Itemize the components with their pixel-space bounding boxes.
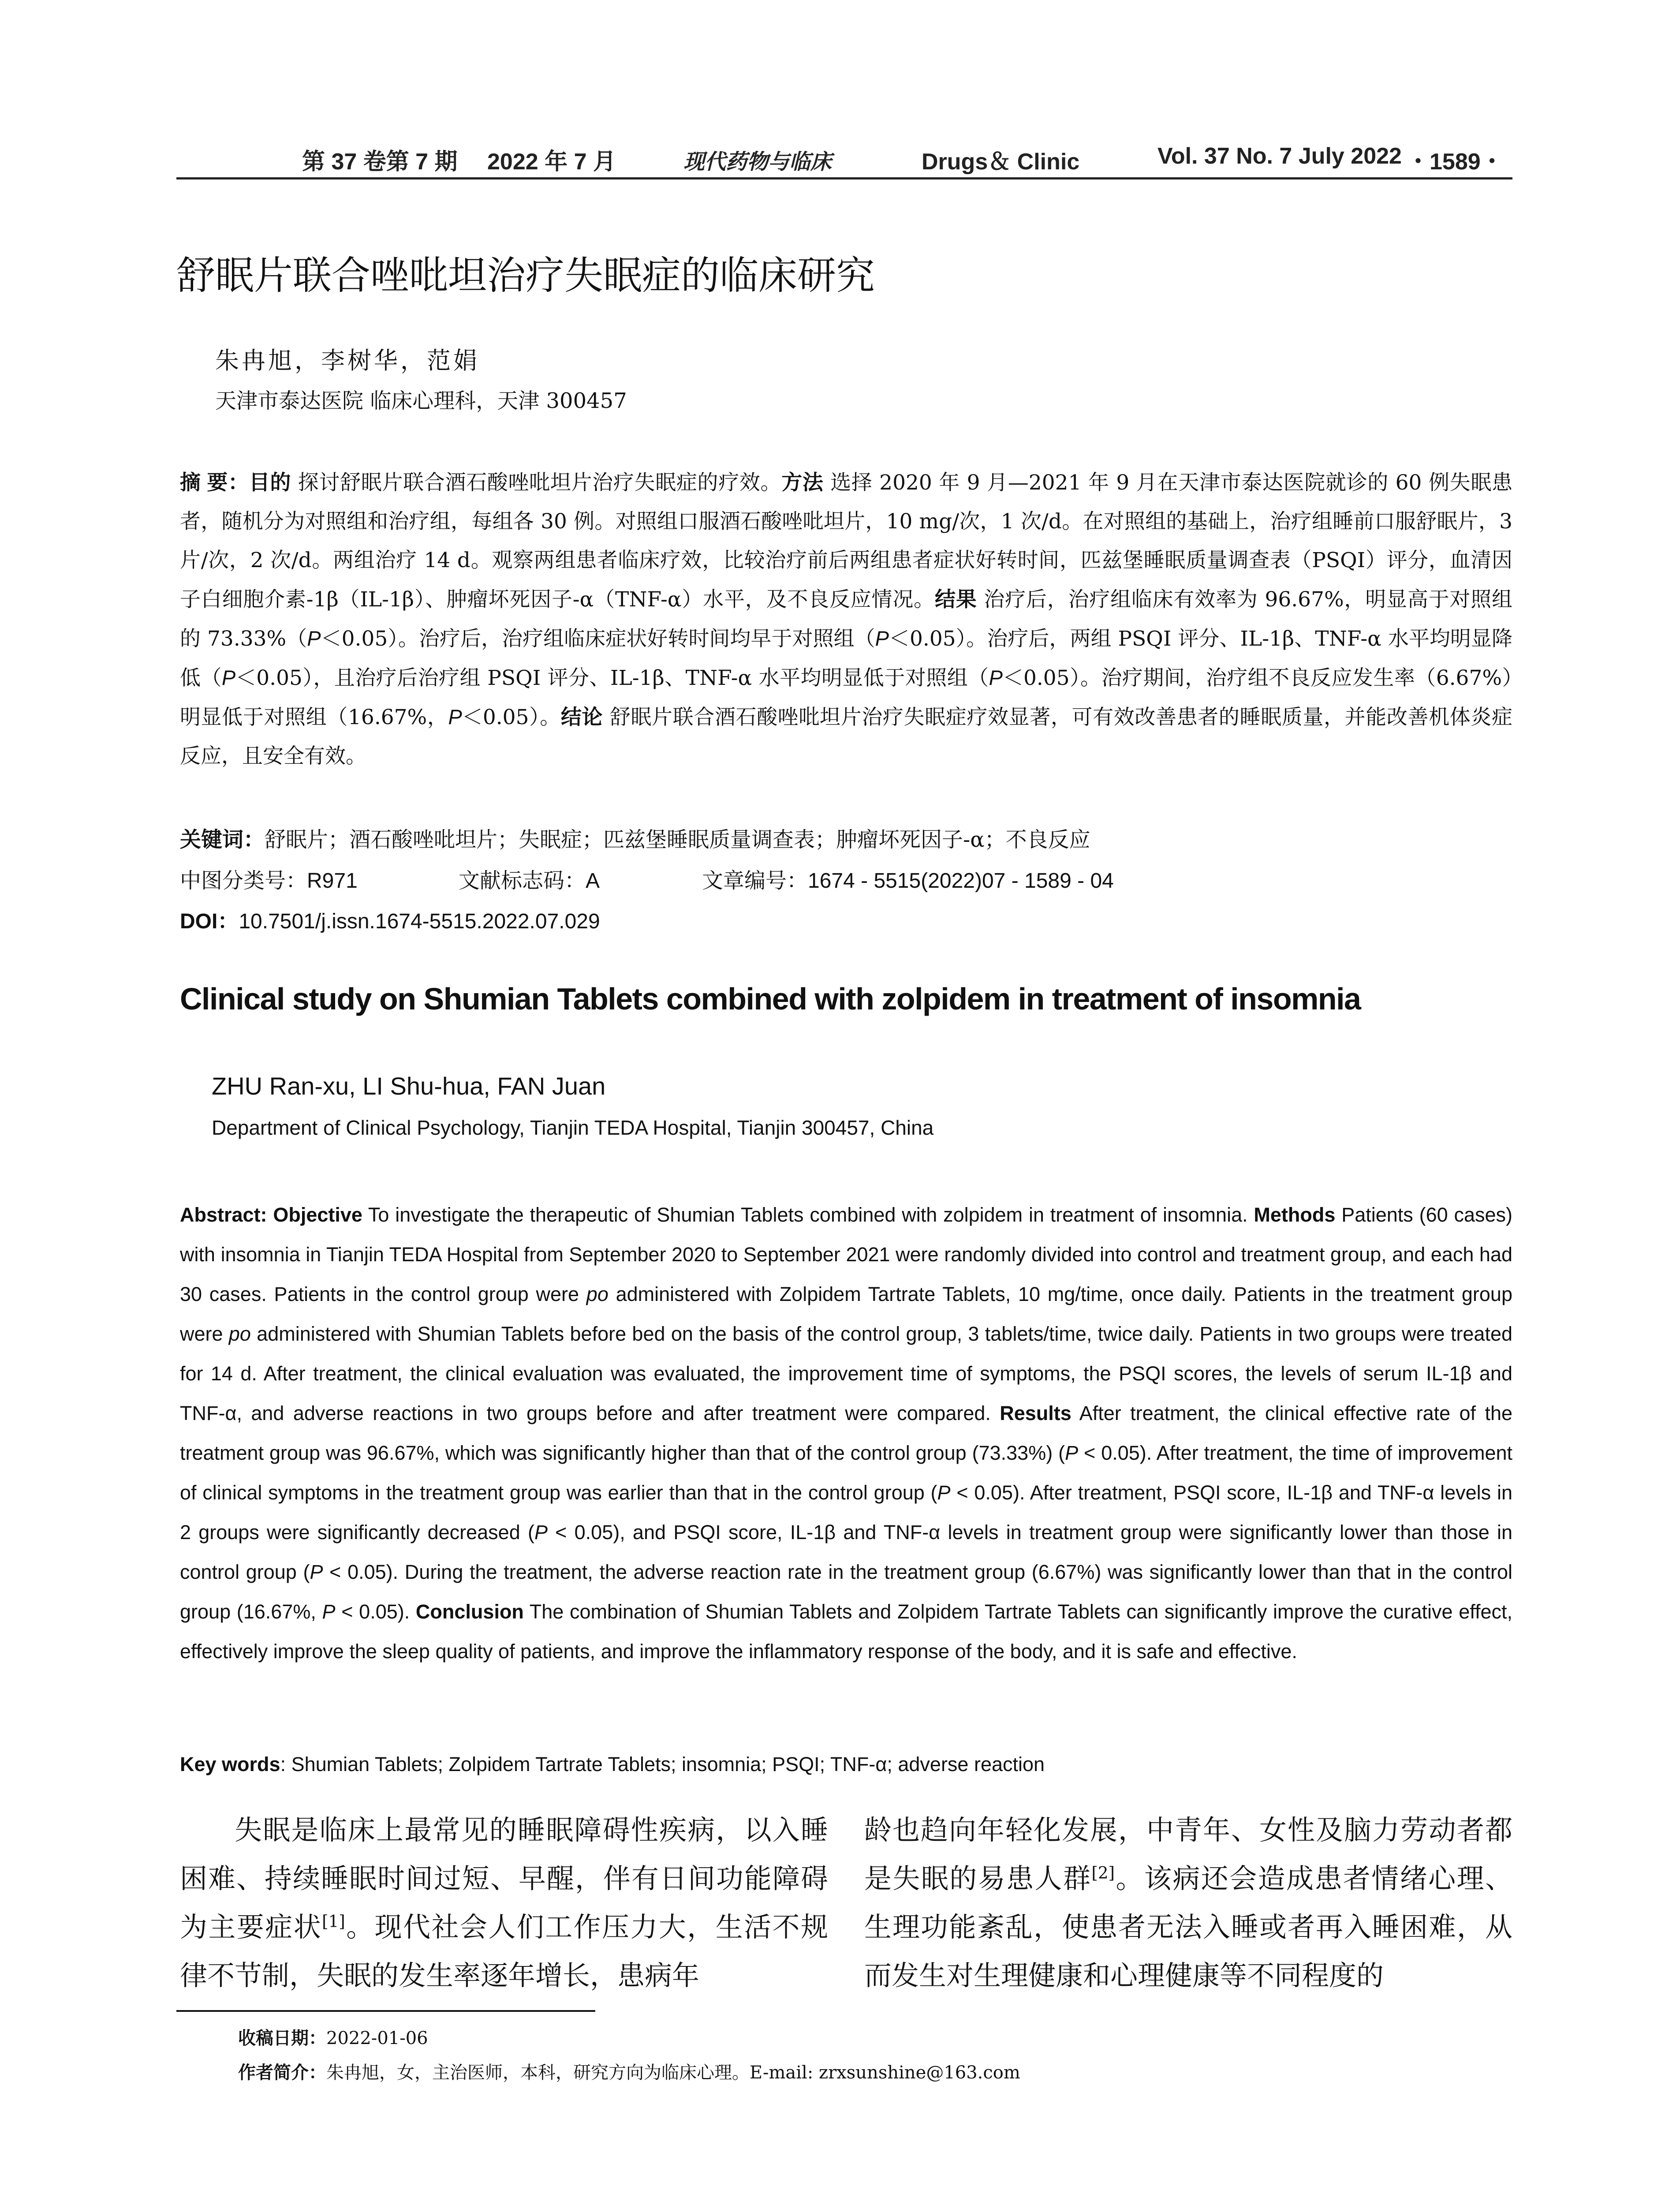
- p-value-symbol: P: [322, 1600, 336, 1623]
- cn-results-text: ＜0.05）。治疗后，两组 PSQI 评分、IL-1β、TNF-α 水平均明显降低（: [180, 627, 1512, 690]
- header-journal-cn: 现代药物与临床: [683, 149, 832, 174]
- en-methods-text: administered with Zolpidem Tartrate Tablets, 10 mg/time, once daily. Patients in the treatment group were: [180, 1283, 1512, 1345]
- en-objective-text: To investigate the therapeutic of Shumian Tablets combined with zolpidem in treatment of insomnia.: [362, 1203, 1254, 1226]
- cn-conclusion-text: 舒眠片联合酒石酸唑吡坦片治疗失眠症疗效显著，可有效改善患者的睡眠质量，并能改善机体炎症反应，且安全有效。: [180, 705, 1513, 768]
- body-right-text: 。该病还会造成患者情绪心理、生理功能紊乱，使患者无法入睡或者再入睡困难，从而发生对生理健康和心理健康等不同程度的: [864, 1862, 1512, 1992]
- cn-authors: 朱冉旭，李树华，范娟: [215, 347, 480, 374]
- en-keywords: [180, 1753, 1045, 1776]
- body-left-text: 失眠是临床上最常见的睡眠障碍性疾病，以入睡困难、持续睡眠时间过短、早醒，伴有日间功能障碍为主要症状: [180, 1814, 828, 1943]
- cn-results-text: ＜0.05），且治疗后治疗组 PSQI 评分、IL-1β、TNF-α 水平均明显低于对照组（: [235, 666, 989, 690]
- cn-objective-text: 探讨舒眠片联合酒石酸唑吡坦片治疗失眠症的疗效。: [291, 471, 782, 495]
- cn-abstract: [180, 463, 1512, 776]
- en-abstract: [180, 1195, 1512, 1671]
- cn-results-text: 治疗后，治疗组临床有效率为 96.67%，明显高于对照组的 73.33%（: [180, 587, 1513, 651]
- po-abbrev: po: [586, 1283, 609, 1305]
- en-authors: ZHU Ran-xu, LI Shu-hua, FAN Juan: [212, 1072, 606, 1100]
- doi-label: DOI：: [180, 910, 239, 933]
- p-value-symbol: P: [448, 705, 462, 729]
- en-results-text: < 0.05), and PSQI score, IL-1β and TNF-α levels in treatment group were significantly lower than those in control group (: [180, 1521, 1512, 1583]
- en-methods-text: administered with Shumian Tablets before bed on the basis of the control group, 3 tablets/time, twice daily. Patients in two groups were treated for 14 d. After treatment, the clinical evaluation was evaluated, the improvement time of symptoms, the PSQI scores, the levels of serum IL-1β and TNF-α, and adverse reactions in two groups before and after treatment were compared.: [180, 1323, 1512, 1424]
- received-label: 收稿日期：: [238, 2029, 326, 2048]
- author-info-text: 朱冉旭，女，主治医师，本科，研究方向为临床心理。E-mail: zrxsunshine@163.com: [326, 2063, 1020, 2083]
- cn-keywords: [180, 822, 1090, 853]
- cn-methods-label: 方法: [781, 471, 824, 494]
- en-methods-text: Patients (60 cases) with insomnia in Tianjin TEDA Hospital from September 2020 to September 2021 were randomly divided into control and treatment group, and each had 30 cases. Patients in the control group were: [180, 1203, 1512, 1305]
- en-methods-label: Methods: [1254, 1203, 1336, 1226]
- cn-objective-label: 目的: [249, 471, 291, 494]
- cn-results-text: ＜0.05）。: [462, 705, 561, 729]
- cn-results-label: 结果: [934, 587, 977, 611]
- body-left-text: 。现代社会人们工作压力大，生活不规律不节制，失眠的发生率逐年增长，患病年: [180, 1911, 828, 1992]
- running-header: [176, 140, 1512, 180]
- clc-label: 中图分类号：: [180, 869, 307, 893]
- footnote-author: [238, 2059, 1020, 2084]
- header-date-cn: 2022 年 7 月: [487, 149, 616, 175]
- en-results-text: < 0.05). After treatment, PSQI score, IL-1β and TNF-α levels in 2 groups were significantly decreased (: [180, 1481, 1512, 1544]
- cn-methods-text: 选择 2020 年 9 月—2021 年 9 月在天津市泰达医院就诊的 60 例失眠患者，随机分为对照组和治疗组，每组各 30 例。对照组口服酒石酸唑吡坦片，10 mg/次，1 次/d。在对照组的基础上，治疗组睡前口服舒眠片，3 片/次，2 次/d。两组治疗 14 d。观察两组患者临床疗效，比较治疗前后两组患者症状好转时间，匹兹堡睡眠质量调查表（PSQI）评分，血清因子白细胞介素-1β（IL-1β）、肿瘤坏死因子-α（TNF-α）水平，及不良反应情况。: [180, 471, 1513, 612]
- p-value-symbol: P: [221, 666, 236, 689]
- header-volume-cn: 第 37 卷第 7 期: [302, 149, 458, 175]
- en-keywords-label: Key words: [180, 1753, 280, 1775]
- doc-code-value: A: [586, 869, 600, 893]
- article-number-value: 1674 - 5515(2022)07 - 1589 - 04: [808, 869, 1114, 893]
- doc-code: [459, 863, 600, 894]
- body-column-right: [864, 1806, 1512, 2000]
- en-results-text: < 0.05). After treatment, the time of improvement of clinical symptoms in the treatment group was earlier than that in the control group (: [180, 1442, 1512, 1504]
- header-volume-en: Vol. 37 No. 7 July 2022: [1157, 143, 1402, 169]
- body-column-left: [180, 1806, 828, 2000]
- clc-value: R971: [307, 869, 358, 893]
- citation-ref[interactable]: [2]: [1091, 1863, 1115, 1883]
- cn-keywords-text: 舒眠片；酒石酸唑吡坦片；失眠症；匹兹堡睡眠质量调查表；肿瘤坏死因子-α；不良反应: [265, 827, 1090, 852]
- en-conclusion-text: The combination of Shumian Tablets and Zolpidem Tartrate Tablets can significantly improve the curative effect, effectively improve the sleep quality of patients, and improve the inflammatory response of the body, and it is safe and effective.: [180, 1600, 1512, 1663]
- article-number-label: 文章编号：: [702, 869, 808, 893]
- footnote-rule: [176, 2010, 595, 2012]
- body-right-text: 龄也趋向年轻化发展，中青年、女性及脑力劳动者都是失眠的易患人群: [864, 1814, 1512, 1895]
- cn-conclusion-label: 结论: [560, 705, 603, 729]
- en-affiliation: Department of Clinical Psychology, Tianjin TEDA Hospital, Tianjin 300457, China: [212, 1116, 934, 1139]
- en-objective-label: Objective: [273, 1203, 362, 1226]
- p-value-symbol: P: [307, 627, 321, 650]
- en-results-text: After treatment, the clinical effective rate of the treatment group was 96.67%, which was significantly higher than that of the control group (73.33%) (: [180, 1402, 1512, 1464]
- en-title: Clinical study on Shumian Tablets combined with zolpidem in treatment of insomnia: [180, 982, 1361, 1016]
- footnote-received: [238, 2024, 428, 2049]
- received-date: 2022-01-06: [326, 2028, 428, 2048]
- p-value-symbol: P: [937, 1481, 951, 1504]
- en-results-label: Results: [1000, 1402, 1071, 1424]
- p-value-symbol: P: [1065, 1442, 1079, 1464]
- doc-code-label: 文献标志码：: [459, 869, 586, 893]
- po-abbrev: po: [228, 1323, 251, 1345]
- en-results-text: < 0.05).: [335, 1600, 416, 1623]
- en-results-text: < 0.05). During the treatment, the adverse reaction rate in the treatment group (6.67%) was significantly lower than that in the control group (16.67%,: [180, 1561, 1513, 1623]
- cn-keywords-label: 关键词：: [180, 828, 265, 852]
- en-abstract-label: Abstract:: [180, 1203, 273, 1226]
- cn-classification-line: [180, 863, 358, 894]
- cn-title: 舒眠片联合唑吡坦治疗失眠症的临床研究: [176, 253, 875, 298]
- header-page-number: ・1589・: [1407, 149, 1504, 175]
- header-journal-en: Drugs＆ Clinic: [922, 149, 1080, 175]
- p-value-symbol: P: [310, 1561, 323, 1583]
- cn-results-text: ＜0.05）。治疗期间，治疗组不良反应发生率（6.67%）明显低于对照组（16.67%，: [180, 666, 1512, 729]
- cn-affiliation: 天津市泰达医院 临床心理科，天津 300457: [215, 389, 627, 413]
- en-keywords-text: : Shumian Tablets; Zolpidem Tartrate Tablets; insomnia; PSQI; TNF-α; adverse reaction: [280, 1753, 1045, 1775]
- doi-link[interactable]: 10.7501/j.issn.1674-5515.2022.07.029: [239, 910, 600, 933]
- p-value-symbol: P: [534, 1521, 548, 1544]
- header-rule: [176, 177, 1512, 179]
- p-value-symbol: P: [875, 627, 889, 650]
- doi-line: [180, 904, 600, 934]
- cn-results-text: ＜0.05）。治疗后，治疗组临床症状好转时间均早于对照组（: [321, 627, 875, 651]
- author-info-label: 作者简介：: [238, 2063, 326, 2082]
- p-value-symbol: P: [989, 666, 1003, 689]
- cn-abstract-label: 摘 要：: [180, 471, 249, 494]
- en-conclusion-label: Conclusion: [415, 1600, 524, 1623]
- article-number: [702, 863, 1114, 894]
- citation-ref[interactable]: [1]: [322, 1911, 345, 1931]
